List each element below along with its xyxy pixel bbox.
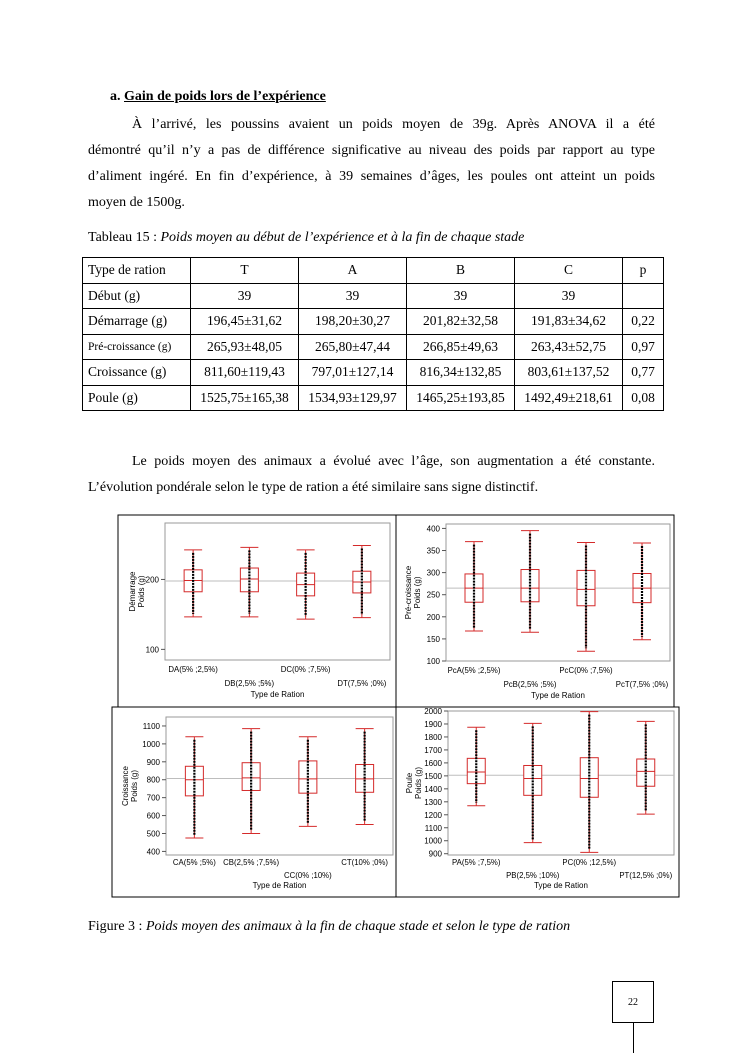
- table-cell: 191,83±34,62: [515, 309, 623, 335]
- y-tick-label: 1600: [424, 758, 442, 768]
- paragraph-1-line: démontré qu’il n’y a pas de différence significative au niveau des poids par rapport au type: [88, 143, 655, 158]
- category-label: CC(0% ;10%): [284, 871, 332, 880]
- y-tick-label: 1100: [424, 823, 442, 833]
- category-label: PcT(7,5% ;0%): [615, 680, 669, 689]
- category-label: PcA(5% ;2,5%): [447, 666, 501, 675]
- figure-caption-prefix: Figure 3 :: [88, 919, 143, 934]
- y-tick-label: 1400: [424, 784, 442, 794]
- table-cell: 201,82±32,58: [407, 309, 515, 335]
- y-tick-label: 1800: [424, 732, 442, 742]
- table-cell: 811,60±119,43: [191, 360, 299, 386]
- table-cell: Croissance (g): [83, 360, 191, 386]
- category-label: PT(12,5% ;0%): [619, 871, 673, 880]
- table-cell: 803,61±137,52: [515, 360, 623, 386]
- table-cell: 1525,75±165,38: [191, 385, 299, 411]
- y-tick-label: 400: [146, 847, 160, 857]
- table-cell: 0,97: [623, 334, 664, 360]
- y-tick-label: 1900: [424, 719, 442, 729]
- table-cell: 265,80±47,44: [299, 334, 407, 360]
- table-header: B: [407, 258, 515, 284]
- table-header: Type de ration: [83, 258, 191, 284]
- y-axis-label: Croissance: [121, 765, 130, 807]
- table-cell: 0,77: [623, 360, 664, 386]
- table-cell: 196,45±31,62: [191, 309, 299, 335]
- category-label: DC(0% ;7,5%): [280, 665, 331, 674]
- y-tick-label: 300: [426, 568, 440, 578]
- y-tick-label: 500: [146, 829, 160, 839]
- y-tick-label: 1200: [424, 810, 442, 820]
- table-cell: 1465,25±193,85: [407, 385, 515, 411]
- table-header: T: [191, 258, 299, 284]
- x-axis-label: Type de Ration: [531, 691, 585, 700]
- category-label: DT(7,5% ;0%): [337, 679, 387, 688]
- y-tick-label: 200: [145, 575, 159, 585]
- y-axis-label: Poids (g): [137, 575, 146, 608]
- y-tick-label: 250: [426, 590, 440, 600]
- table-header: A: [299, 258, 407, 284]
- paragraph-1-line: d’aliment ingéré. En fin d’expérience, à 39 semaines d’âges, les poules ont atteint un poids: [88, 169, 655, 184]
- y-axis-label: Poule: [405, 772, 414, 794]
- table-header: p: [623, 258, 664, 284]
- y-tick-label: 1100: [142, 721, 160, 731]
- y-tick-label: 350: [426, 546, 440, 556]
- figure-caption-text: Poids moyen des animaux à la fin de chaque stade et selon le type de ration: [145, 919, 571, 934]
- table-cell: 39: [299, 283, 407, 309]
- y-tick-label: 800: [146, 775, 160, 785]
- category-label: DA(5% ;2,5%): [168, 665, 218, 674]
- x-axis-label: Type de Ration: [252, 881, 307, 890]
- category-label: DB(2,5% ;5%): [224, 679, 275, 688]
- table-cell: Démarrage (g): [83, 309, 191, 335]
- y-tick-label: 900: [428, 849, 442, 859]
- category-label: PB(2,5% ;10%): [506, 871, 560, 880]
- y-tick-label: 1700: [424, 745, 442, 755]
- table-cell: 39: [407, 283, 515, 309]
- table-cell: Pré-croissance (g): [83, 334, 191, 360]
- y-tick-label: 1500: [424, 771, 442, 781]
- table-caption-text: Poids moyen au début de l’expérience et à la fin de chaque stade: [160, 230, 525, 245]
- y-tick-label: 200: [426, 612, 440, 622]
- table-cell: 39: [515, 283, 623, 309]
- figure-caption: [88, 919, 570, 935]
- paragraph-2-line: L’évolution pondérale selon le type de ration a été similaire sans signe distinctif.: [88, 480, 539, 495]
- y-tick-label: 700: [146, 793, 160, 803]
- category-label: PC(0% ;12,5%): [562, 858, 617, 867]
- category-label: PA(5% ;7,5%): [452, 858, 501, 867]
- category-label: CT(10% ;0%): [341, 858, 389, 867]
- table-cell: 263,43±52,75: [515, 334, 623, 360]
- table-cell: Début (g): [83, 283, 191, 309]
- y-tick-label: 900: [146, 757, 160, 767]
- paragraph-1-line: À l’arrivé, les poussins avaient un poids moyen de 39g. Après ANOVA il a été: [132, 117, 655, 132]
- y-axis-label: Pré-croissance: [404, 565, 413, 620]
- paragraph-1-line: moyen de 1500g.: [88, 195, 185, 210]
- y-tick-label: 100: [426, 657, 440, 666]
- category-label: CA(5% ;5%): [172, 858, 216, 867]
- section-title: Gain de poids lors de l’expérience: [124, 89, 326, 104]
- table-cell: 198,20±30,27: [299, 309, 407, 335]
- x-axis-label: Type de Ration: [534, 881, 588, 890]
- page-number-stem: [633, 1023, 634, 1053]
- table-cell: 1534,93±129,97: [299, 385, 407, 411]
- table-cell: 0,08: [623, 385, 664, 411]
- table-cell: 0,22: [623, 309, 664, 335]
- table-cell: 816,34±132,85: [407, 360, 515, 386]
- paragraph-2-line: Le poids moyen des animaux a évolué avec l’âge, son augmentation a été constante.: [132, 454, 655, 469]
- y-axis-label: Poids (g): [413, 576, 422, 609]
- table-cell: 1492,49±218,61: [515, 385, 623, 411]
- y-axis-label: Poids (g): [130, 769, 139, 803]
- table-cell: 265,93±48,05: [191, 334, 299, 360]
- y-axis-label: Démarrage: [128, 571, 137, 612]
- table-cell: 797,01±127,14: [299, 360, 407, 386]
- category-label: PcB(2,5% ;5%): [503, 680, 557, 689]
- y-tick-label: 2000: [424, 707, 442, 716]
- y-axis-label: Poids (g): [414, 766, 423, 800]
- y-tick-label: 100: [145, 645, 159, 655]
- table-caption-prefix: Tableau 15 :: [88, 230, 157, 245]
- category-label: CB(2,5% ;7,5%): [223, 858, 280, 867]
- y-tick-label: 1300: [424, 797, 442, 807]
- category-label: PcC(0% ;7,5%): [559, 666, 613, 675]
- y-tick-label: 400: [426, 524, 440, 534]
- y-tick-label: 1000: [142, 739, 160, 749]
- table-header: C: [515, 258, 623, 284]
- x-axis-label: Type de Ration: [250, 690, 305, 699]
- section-prefix: a.: [110, 89, 121, 104]
- page-number: 22: [612, 981, 654, 1023]
- y-tick-label: 600: [146, 811, 160, 821]
- table-cell: 39: [191, 283, 299, 309]
- table-cell: 266,85±49,63: [407, 334, 515, 360]
- table-cell: Poule (g): [83, 385, 191, 411]
- y-tick-label: 150: [426, 634, 440, 644]
- y-tick-label: 1000: [424, 836, 442, 846]
